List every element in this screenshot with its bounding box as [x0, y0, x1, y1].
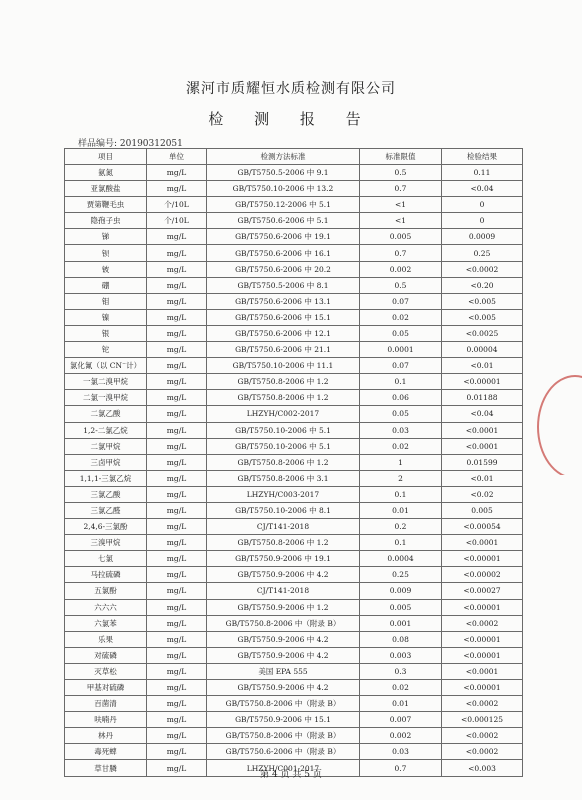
limit-cell: 0.0004: [360, 551, 442, 567]
method-cell: GB/T5750.5-2006 中 9.1: [207, 165, 360, 181]
limit-cell: 0.08: [360, 631, 442, 647]
unit-cell: mg/L: [147, 229, 207, 245]
unit-cell: mg/L: [147, 583, 207, 599]
unit-cell: mg/L: [147, 631, 207, 647]
page-number: 第 4 页 共 5 页: [260, 770, 322, 780]
table-row: [65, 181, 523, 197]
result-cell: <0.00001: [442, 631, 523, 647]
column-header: 检验结果: [442, 149, 523, 165]
item-name-cell: 一氯二溴甲烷: [65, 374, 147, 390]
limit-cell: 0.002: [360, 261, 442, 277]
method-cell: GB/T5750.9-2006 中 4.2: [207, 567, 360, 583]
result-cell: <0.000125: [442, 712, 523, 728]
official-seal: [537, 375, 582, 475]
limit-cell: 0.7: [360, 245, 442, 261]
method-cell: GB/T5750.6-2006 中 19.1: [207, 229, 360, 245]
item-name-cell: 锑: [65, 229, 147, 245]
unit-cell: mg/L: [147, 502, 207, 518]
limit-cell: 0.05: [360, 325, 442, 341]
method-cell: GB/T5750.10-2006 中 5.1: [207, 438, 360, 454]
unit-cell: mg/L: [147, 728, 207, 744]
result-cell: <0.02: [442, 486, 523, 502]
table-row: [65, 406, 523, 422]
limit-cell: 0.007: [360, 712, 442, 728]
result-cell: <0.0002: [442, 728, 523, 744]
method-cell: GB/T5750.8-2006 中（附录 B）: [207, 696, 360, 712]
table-row: [65, 696, 523, 712]
item-name-cell: 马拉硫磷: [65, 567, 147, 583]
item-name-cell: 铊: [65, 342, 147, 358]
table-row: [65, 567, 523, 583]
result-cell: <0.0002: [442, 744, 523, 760]
limit-cell: 0.002: [360, 728, 442, 744]
item-name-cell: 三氯乙酸: [65, 486, 147, 502]
table-row: [65, 454, 523, 470]
unit-cell: mg/L: [147, 245, 207, 261]
item-name-cell: 甲基对硫磷: [65, 680, 147, 696]
method-cell: GB/T5750.10-2006 中 8.1: [207, 502, 360, 518]
method-cell: GB/T5750.6-2006 中（附录 B）: [207, 744, 360, 760]
table-row: [65, 583, 523, 599]
unit-cell: mg/L: [147, 277, 207, 293]
item-name-cell: 钼: [65, 293, 147, 309]
table-row: [65, 245, 523, 261]
method-cell: GB/T5750.5-2006 中 8.1: [207, 277, 360, 293]
method-cell: LHZYH/C001-2017: [207, 760, 360, 776]
limit-cell: 0.5: [360, 277, 442, 293]
result-cell: <0.0001: [442, 422, 523, 438]
item-name-cell: 氨氮: [65, 165, 147, 181]
table-row: [65, 374, 523, 390]
item-name-cell: 二氯乙酸: [65, 406, 147, 422]
result-cell: <0.00001: [442, 551, 523, 567]
method-cell: GB/T5750.6-2006 中 13.1: [207, 293, 360, 309]
method-cell: GB/T5750.10-2006 中 11.1: [207, 358, 360, 374]
limit-cell: 0.02: [360, 680, 442, 696]
result-cell: <0.00001: [442, 647, 523, 663]
item-name-cell: 林丹: [65, 728, 147, 744]
table-body: [65, 165, 523, 777]
method-cell: GB/T5750.8-2006 中 1.2: [207, 454, 360, 470]
unit-cell: 个/10L: [147, 197, 207, 213]
unit-cell: mg/L: [147, 454, 207, 470]
limit-cell: 0.7: [360, 760, 442, 776]
item-name-cell: 七氯: [65, 551, 147, 567]
table-row: [65, 438, 523, 454]
limit-cell: 0.005: [360, 229, 442, 245]
result-cell: <0.01: [442, 358, 523, 374]
unit-cell: mg/L: [147, 567, 207, 583]
method-cell: GB/T5750.6-2006 中 5.1: [207, 213, 360, 229]
result-cell: <0.00027: [442, 583, 523, 599]
unit-cell: mg/L: [147, 438, 207, 454]
method-cell: GB/T5750.9-2006 中 1.2: [207, 599, 360, 615]
table-row: [65, 229, 523, 245]
limit-cell: 0.009: [360, 583, 442, 599]
sample-number: 样品编号: 20190312051: [78, 139, 183, 149]
result-cell: <0.00001: [442, 680, 523, 696]
method-cell: GB/T5750.6-2006 中 16.1: [207, 245, 360, 261]
method-cell: LHZYH/C003-2017: [207, 486, 360, 502]
unit-cell: mg/L: [147, 165, 207, 181]
column-header: 单位: [147, 149, 207, 165]
method-cell: GB/T5750.12-2006 中 5.1: [207, 197, 360, 213]
limit-cell: 0.7: [360, 181, 442, 197]
table-row: [65, 535, 523, 551]
unit-cell: mg/L: [147, 309, 207, 325]
limit-cell: 0.2: [360, 519, 442, 535]
item-name-cell: 硼: [65, 277, 147, 293]
item-name-cell: 对硫磷: [65, 647, 147, 663]
result-cell: <0.0002: [442, 261, 523, 277]
method-cell: GB/T5750.9-2006 中 15.1: [207, 712, 360, 728]
result-cell: <0.04: [442, 406, 523, 422]
item-name-cell: 三卤甲烷: [65, 454, 147, 470]
method-cell: GB/T5750.8-2006 中 1.2: [207, 374, 360, 390]
limit-cell: 0.03: [360, 422, 442, 438]
item-name-cell: 二氯一溴甲烷: [65, 390, 147, 406]
limit-cell: 0.005: [360, 599, 442, 615]
unit-cell: mg/L: [147, 293, 207, 309]
method-cell: GB/T5750.6-2006 中 20.2: [207, 261, 360, 277]
table-row: [65, 502, 523, 518]
result-cell: 0.005: [442, 502, 523, 518]
result-cell: <0.005: [442, 293, 523, 309]
result-cell: <0.20: [442, 277, 523, 293]
result-cell: <0.0001: [442, 535, 523, 551]
table-row: [65, 390, 523, 406]
table-row: [65, 213, 523, 229]
limit-cell: 0.001: [360, 615, 442, 631]
method-cell: 美国 EPA 555: [207, 663, 360, 679]
unit-cell: mg/L: [147, 599, 207, 615]
item-name-cell: 五氯酚: [65, 583, 147, 599]
unit-cell: mg/L: [147, 422, 207, 438]
limit-cell: 0.07: [360, 358, 442, 374]
result-cell: <0.01: [442, 470, 523, 486]
limit-cell: 0.25: [360, 567, 442, 583]
item-name-cell: 钡: [65, 245, 147, 261]
method-cell: GB/T5750.10-2006 中 5.1: [207, 422, 360, 438]
company-name: 漯河市质耀恒水质检测有限公司: [186, 81, 396, 97]
column-header: 检测方法标准: [207, 149, 360, 165]
table-row: [65, 663, 523, 679]
unit-cell: mg/L: [147, 696, 207, 712]
method-cell: CJ/T141-2018: [207, 583, 360, 599]
limit-cell: <1: [360, 213, 442, 229]
unit-cell: mg/L: [147, 358, 207, 374]
table-row: [65, 744, 523, 760]
method-cell: GB/T5750.9-2006 中 4.2: [207, 680, 360, 696]
unit-cell: mg/L: [147, 325, 207, 341]
column-header: 项目: [65, 149, 147, 165]
result-cell: <0.00001: [442, 599, 523, 615]
limit-cell: 0.02: [360, 309, 442, 325]
item-name-cell: 呋喃丹: [65, 712, 147, 728]
result-cell: 0.01599: [442, 454, 523, 470]
unit-cell: 个/10L: [147, 213, 207, 229]
method-cell: GB/T5750.6-2006 中 21.1: [207, 342, 360, 358]
result-cell: 0: [442, 197, 523, 213]
unit-cell: mg/L: [147, 470, 207, 486]
unit-cell: mg/L: [147, 712, 207, 728]
table-row: [65, 615, 523, 631]
method-cell: GB/T5750.9-2006 中 4.2: [207, 647, 360, 663]
unit-cell: mg/L: [147, 744, 207, 760]
item-name-cell: 镍: [65, 309, 147, 325]
table-row: [65, 261, 523, 277]
result-cell: 0.0009: [442, 229, 523, 245]
result-cell: <0.0002: [442, 615, 523, 631]
table-row: [65, 551, 523, 567]
table-header-row: [65, 149, 523, 165]
method-cell: GB/T5750.8-2006 中 3.1: [207, 470, 360, 486]
limit-cell: 0.01: [360, 696, 442, 712]
limit-cell: 0.01: [360, 502, 442, 518]
limit-cell: 2: [360, 470, 442, 486]
method-cell: GB/T5750.8-2006 中（附录 B）: [207, 728, 360, 744]
limit-cell: 0.1: [360, 535, 442, 551]
unit-cell: mg/L: [147, 519, 207, 535]
seal-ring: [537, 375, 582, 475]
method-cell: LHZYH/C002-2017: [207, 406, 360, 422]
result-cell: 0: [442, 213, 523, 229]
item-name-cell: 氯化氰（以 CN⁻计）: [65, 358, 147, 374]
limit-cell: 0.03: [360, 744, 442, 760]
result-cell: <0.0001: [442, 663, 523, 679]
result-cell: <0.0025: [442, 325, 523, 341]
limit-cell: 0.07: [360, 293, 442, 309]
table-row: [65, 358, 523, 374]
unit-cell: mg/L: [147, 535, 207, 551]
limit-cell: 1: [360, 454, 442, 470]
method-cell: GB/T5750.9-2006 中 4.2: [207, 631, 360, 647]
limit-cell: <1: [360, 197, 442, 213]
item-name-cell: 二氯甲烷: [65, 438, 147, 454]
table-row: [65, 309, 523, 325]
item-name-cell: 1,2-二氯乙烷: [65, 422, 147, 438]
item-name-cell: 毒死蜱: [65, 744, 147, 760]
item-name-cell: 三溴甲烷: [65, 535, 147, 551]
table-row: [65, 486, 523, 502]
table-row: [65, 519, 523, 535]
table-row: [65, 197, 523, 213]
method-cell: GB/T5750.10-2006 中 13.2: [207, 181, 360, 197]
limit-cell: 0.05: [360, 406, 442, 422]
limit-cell: 0.1: [360, 374, 442, 390]
result-cell: <0.04: [442, 181, 523, 197]
limit-cell: 0.02: [360, 438, 442, 454]
report-title: 检 测 报 告: [208, 110, 374, 128]
limit-cell: 0.5: [360, 165, 442, 181]
unit-cell: mg/L: [147, 551, 207, 567]
item-name-cell: 灭草松: [65, 663, 147, 679]
unit-cell: mg/L: [147, 615, 207, 631]
unit-cell: mg/L: [147, 680, 207, 696]
result-cell: 0.01188: [442, 390, 523, 406]
item-name-cell: 铍: [65, 261, 147, 277]
limit-cell: 0.3: [360, 663, 442, 679]
result-cell: <0.00001: [442, 374, 523, 390]
result-cell: <0.003: [442, 760, 523, 776]
unit-cell: mg/L: [147, 663, 207, 679]
item-name-cell: 乐果: [65, 631, 147, 647]
table-row: [65, 165, 523, 181]
result-cell: <0.0002: [442, 696, 523, 712]
table-row: [65, 293, 523, 309]
limit-cell: 0.06: [360, 390, 442, 406]
table-row: [65, 342, 523, 358]
unit-cell: mg/L: [147, 760, 207, 776]
column-header: 标准限值: [360, 149, 442, 165]
item-name-cell: 隐孢子虫: [65, 213, 147, 229]
method-cell: GB/T5750.9-2006 中 19.1: [207, 551, 360, 567]
result-cell: 0.25: [442, 245, 523, 261]
item-name-cell: 贾第鞭毛虫: [65, 197, 147, 213]
unit-cell: mg/L: [147, 647, 207, 663]
results-table: [64, 148, 523, 777]
item-name-cell: 草甘膦: [65, 760, 147, 776]
result-cell: <0.00054: [442, 519, 523, 535]
unit-cell: mg/L: [147, 374, 207, 390]
result-cell: 0.00004: [442, 342, 523, 358]
table-row: [65, 422, 523, 438]
method-cell: GB/T5750.6-2006 中 12.1: [207, 325, 360, 341]
table-row: [65, 712, 523, 728]
table-row: [65, 647, 523, 663]
unit-cell: mg/L: [147, 406, 207, 422]
unit-cell: mg/L: [147, 261, 207, 277]
result-cell: 0.11: [442, 165, 523, 181]
unit-cell: mg/L: [147, 342, 207, 358]
item-name-cell: 六氯苯: [65, 615, 147, 631]
result-cell: <0.00002: [442, 567, 523, 583]
item-name-cell: 亚氯酸盐: [65, 181, 147, 197]
method-cell: GB/T5750.6-2006 中 15.1: [207, 309, 360, 325]
item-name-cell: 六六六: [65, 599, 147, 615]
item-name-cell: 三氯乙醛: [65, 502, 147, 518]
table-row: [65, 277, 523, 293]
item-name-cell: 1,1,1-三氯乙烷: [65, 470, 147, 486]
limit-cell: 0.003: [360, 647, 442, 663]
item-name-cell: 2,4,6-三氯酚: [65, 519, 147, 535]
result-cell: <0.005: [442, 309, 523, 325]
table-row: [65, 680, 523, 696]
table-row: [65, 599, 523, 615]
limit-cell: 0.0001: [360, 342, 442, 358]
table-row: [65, 325, 523, 341]
method-cell: GB/T5750.8-2006 中（附录 B）: [207, 615, 360, 631]
item-name-cell: 百菌清: [65, 696, 147, 712]
table-row: [65, 470, 523, 486]
result-cell: <0.0001: [442, 438, 523, 454]
method-cell: CJ/T141-2018: [207, 519, 360, 535]
unit-cell: mg/L: [147, 390, 207, 406]
table-row: [65, 631, 523, 647]
unit-cell: mg/L: [147, 181, 207, 197]
item-name-cell: 银: [65, 325, 147, 341]
limit-cell: 0.1: [360, 486, 442, 502]
method-cell: GB/T5750.8-2006 中 1.2: [207, 390, 360, 406]
unit-cell: mg/L: [147, 486, 207, 502]
table-row: [65, 728, 523, 744]
method-cell: GB/T5750.8-2006 中 1.2: [207, 535, 360, 551]
